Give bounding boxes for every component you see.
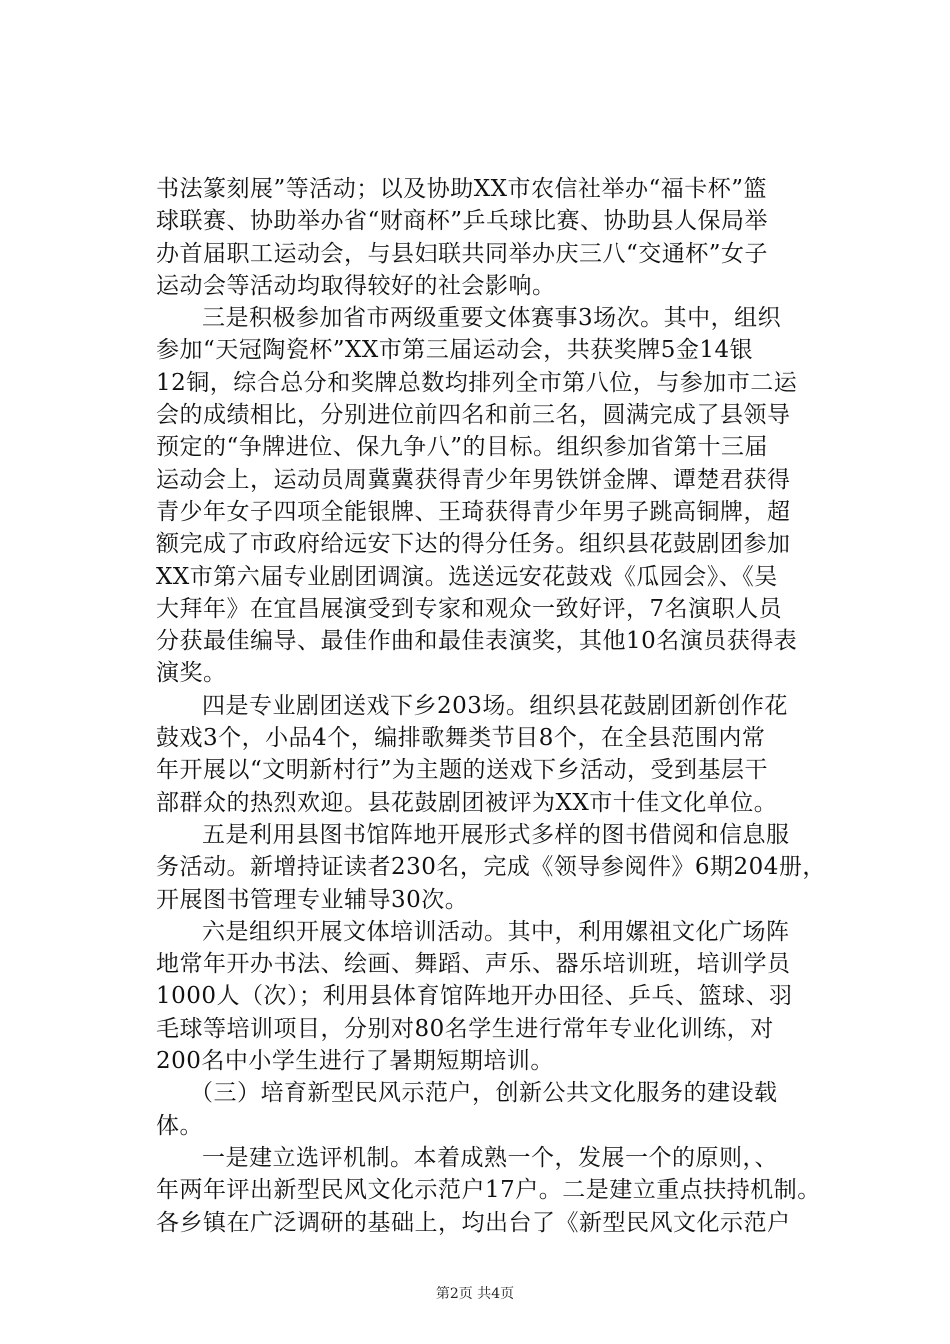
text-line: 200名中小学生进行了暑期短期培训。 xyxy=(156,1048,554,1075)
text-line: 年开展以“文明新村行”为主题的送戏下乡活动，受到基层干 xyxy=(156,757,769,784)
text-line: 体。 xyxy=(156,1112,203,1139)
text-line: 书法篆刻展”等活动；以及协助XX市农信社举办“福卡杯”篮 xyxy=(156,176,768,202)
text-line: 球联赛、协助举办省“财商杯”乒乓球比赛、协助县人保局举 xyxy=(156,208,769,235)
text-line: 运动会等活动均取得较好的社会影响。 xyxy=(156,272,556,299)
paragraph-start-line: 四是专业剧团送戏下乡203场。组织县花鼓剧团新创作花 xyxy=(202,692,788,719)
text-line: 会的成绩相比，分别进位前四名和前三名，圆满完成了县领导 xyxy=(156,402,791,429)
text-line: 部群众的热烈欢迎。县花鼓剧团被评为XX市十佳文化单位。 xyxy=(156,789,778,816)
text-line: 年两年评出新型民风文化示范户17户。二是建立重点扶持机制。 xyxy=(156,1177,821,1204)
text-line: 各乡镇在广泛调研的基础上，均出台了《新型民风文化示范户 xyxy=(156,1209,791,1236)
text-line: 务活动。新增持证读者230名，完成《领导参阅件》6期204册， xyxy=(156,854,826,881)
text-line: 演奖。 xyxy=(156,660,227,687)
text-line: 参加“天冠陶瓷杯”XX市第三届运动会，共获奖牌5金14银 xyxy=(156,337,754,364)
text-line: 开展图书管理专业辅导30次。 xyxy=(156,886,469,913)
section-heading-line: （三）培育新型民风示范户，创新公共文化服务的建设载 xyxy=(190,1080,778,1107)
text-line: 办首届职工运动会，与县妇联共同举办庆三八“交通杯”女子 xyxy=(156,240,769,267)
paragraph-start-line: 一是建立选评机制。本着成熟一个，发展一个的原则，、 xyxy=(202,1144,778,1171)
text-line: 地常年开办书法、绘画、舞蹈、声乐、器乐培训班，培训学员 xyxy=(156,951,791,978)
text-line: 额完成了市政府给远安下达的得分任务。组织县花鼓剧团参加 xyxy=(156,531,791,558)
text-line: 青少年女子四项全能银牌、王琦获得青少年男子跳高铜牌，超 xyxy=(156,498,791,525)
text-line: 预定的“争牌进位、保九争八”的目标。组织参加省第十三届 xyxy=(156,434,769,461)
paragraph-start-line: 三是积极参加省市两级重要文体赛事3场次。其中，组织 xyxy=(202,305,782,332)
document-body xyxy=(156,173,836,1239)
text-line: 12铜，综合总分和奖牌总数均排列全市第八位，与参加市二运 xyxy=(156,369,798,396)
text-line: 毛球等培训项目，分别对80名学生进行常年专业化训练，对 xyxy=(156,1015,774,1042)
paragraph-start-line: 六是组织开展文体培训活动。其中，利用嫘祖文化广场阵 xyxy=(202,918,790,945)
text-line: XX市第六届专业剧团调演。选送远安花鼓戏《瓜园会》、《吴 xyxy=(156,563,778,590)
paragraph-start-line: 五是利用县图书馆阵地开展形式多样的图书借阅和信息服 xyxy=(202,821,790,848)
text-line: 鼓戏3个，小品4个，编排歌舞类节目8个，在全县范围内常 xyxy=(156,725,766,752)
text-line: 1000人（次）；利用县体育馆阵地开办田径、乒乓、篮球、羽 xyxy=(156,983,793,1010)
page-number-footer: 第2页 共4页 xyxy=(435,1286,515,1302)
text-line: 运动会上，运动员周冀冀获得青少年男铁饼金牌、谭楚君获得 xyxy=(156,466,791,493)
text-line: 大拜年》在宜昌展演受到专家和观众一致好评，7名演职人员 xyxy=(156,595,783,622)
text-line: 分获最佳编导、最佳作曲和最佳表演奖，其他10名演员获得表 xyxy=(156,628,798,655)
